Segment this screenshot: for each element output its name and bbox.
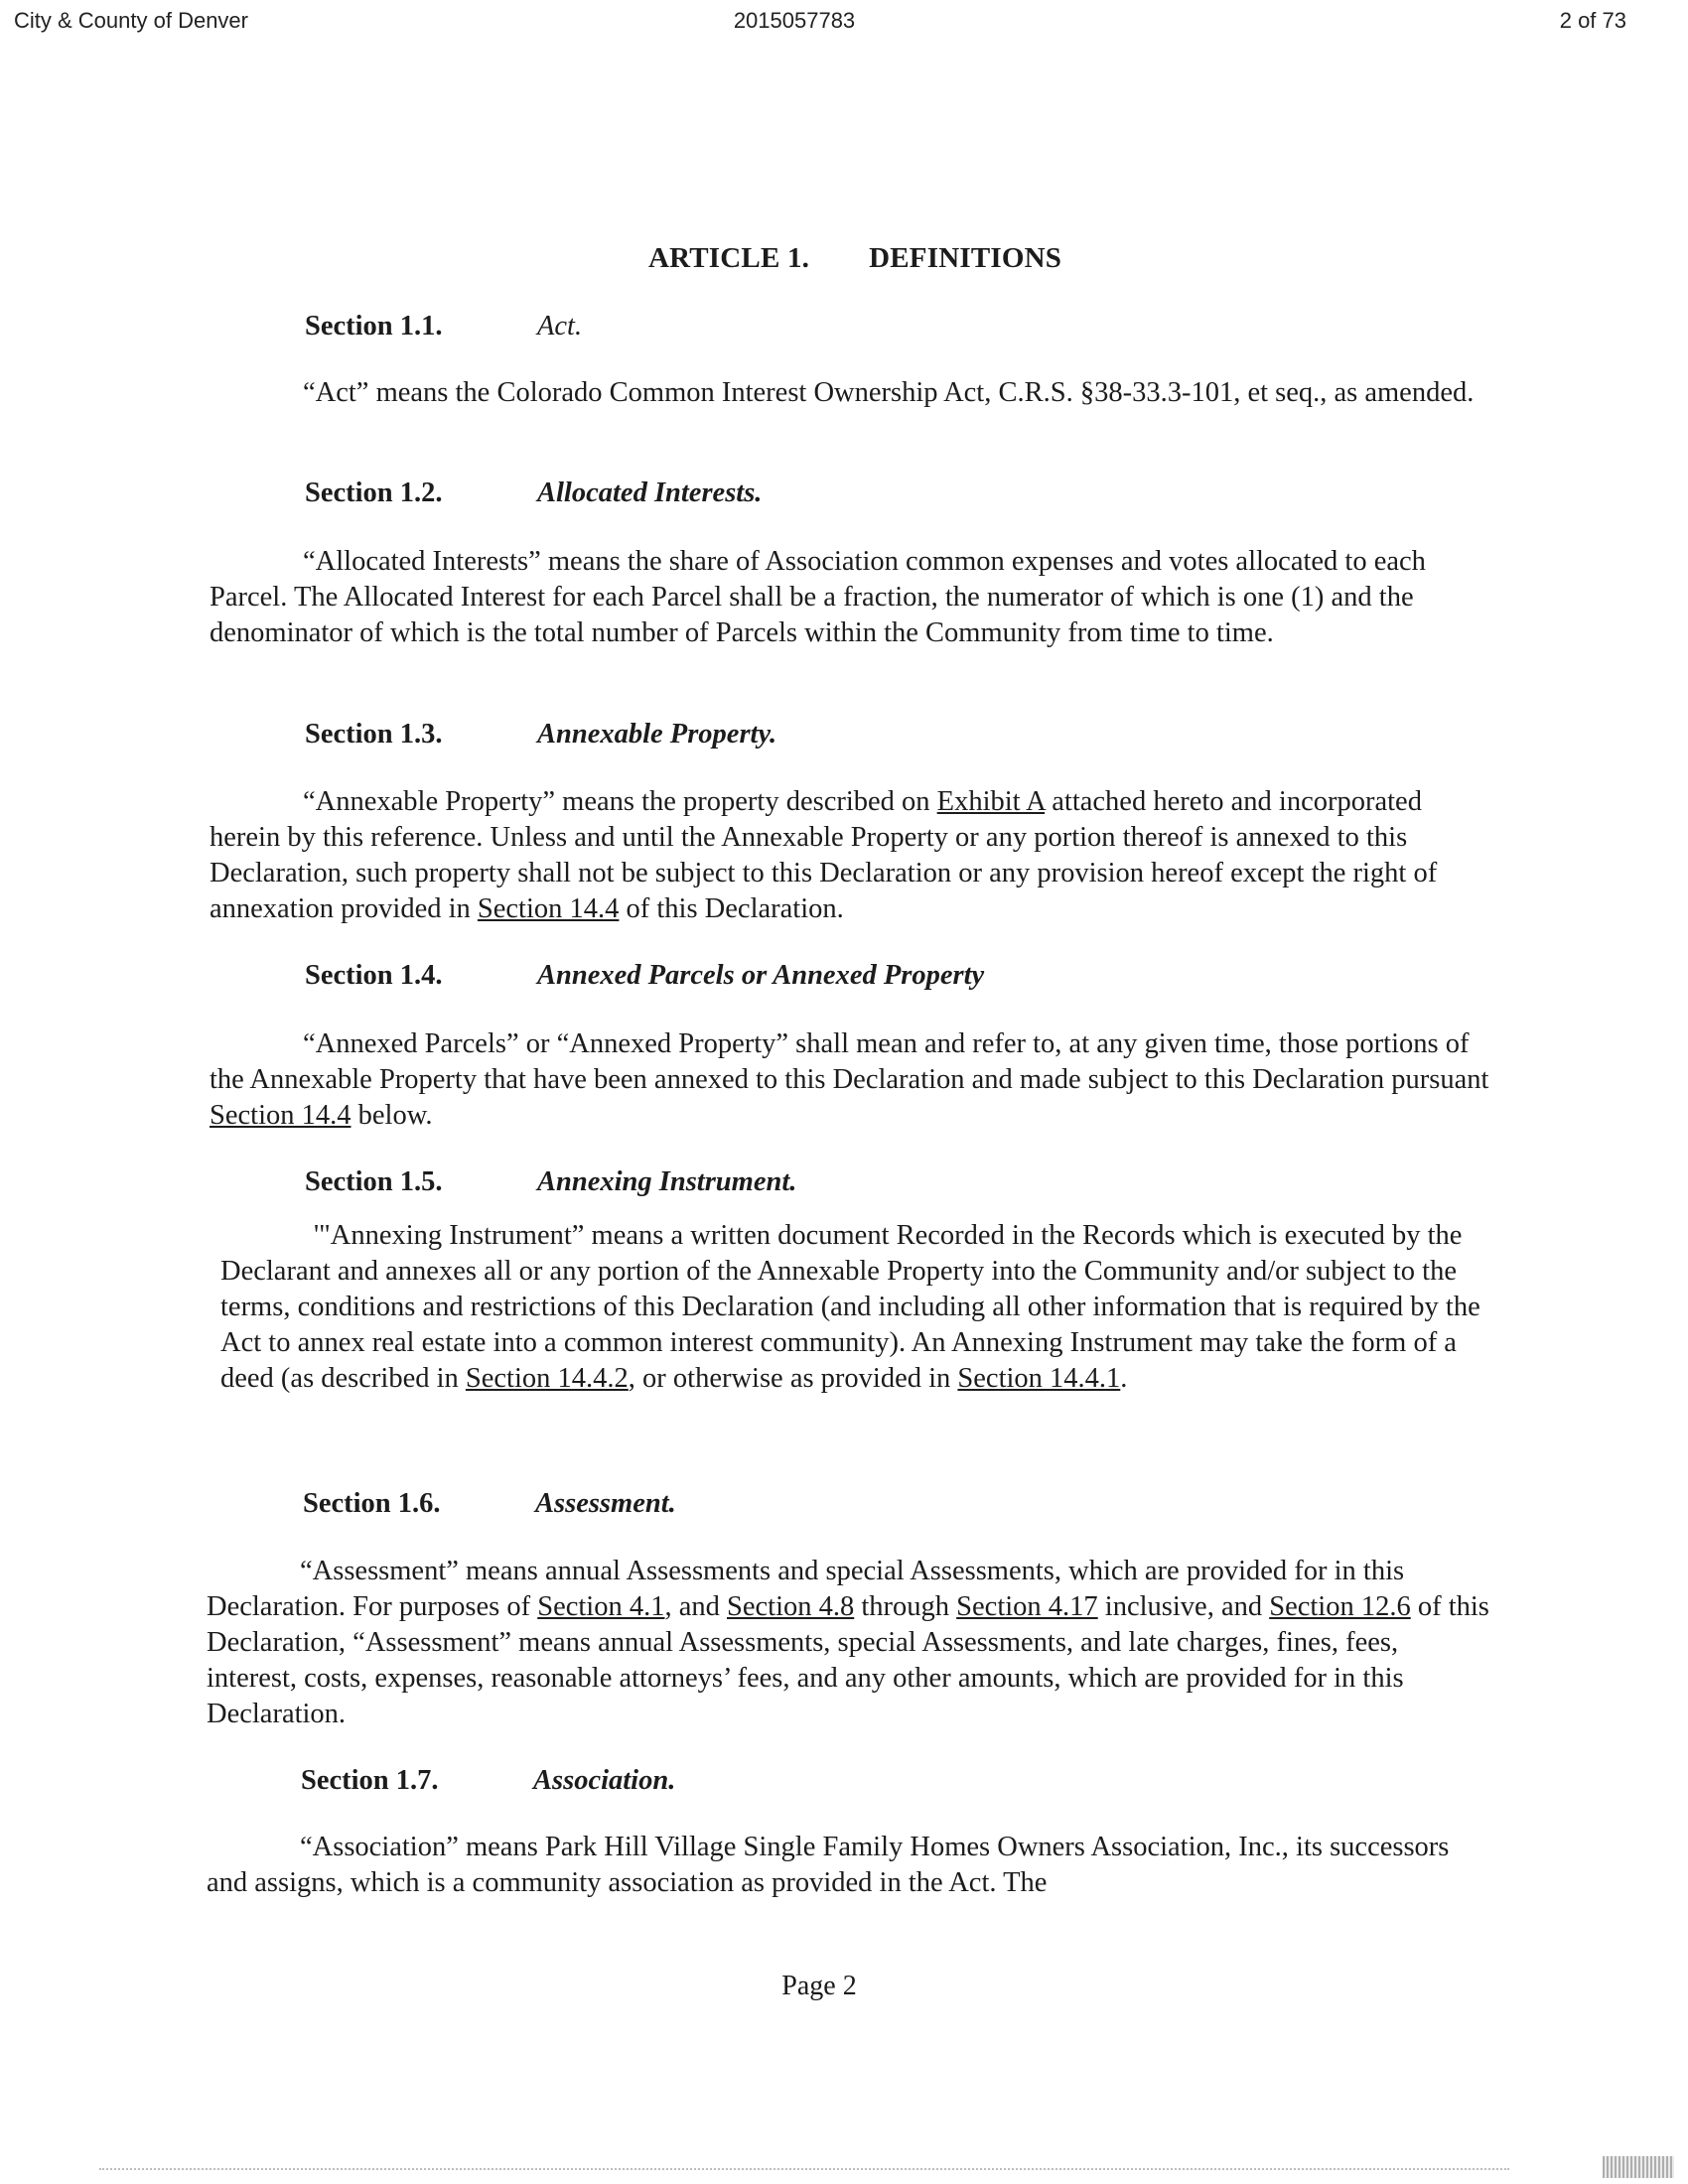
- text-run: , or otherwise as provided in: [628, 1363, 958, 1394]
- section-1-5-heading: [305, 1166, 796, 1198]
- section-14-4-2-reference: Section 14.4.2: [465, 1363, 629, 1394]
- section-1-3-text: [210, 784, 1490, 927]
- text-run: “Annexable Property” means the property described on: [303, 786, 937, 817]
- text-run: of this Declaration, “Assessment” means annual Assessments, special Assessments, and late charges, fines, fees, interest, costs, expenses, reasonable attorneys’ fees, and any other amounts, which are provided for in this Declaration.: [207, 1591, 1489, 1729]
- section-14-4-reference: Section 14.4: [210, 1100, 352, 1131]
- text-run: '"Annexing Instrument” means a written document Recorded in the Records which is executed by the Declarant and annexes all or any portion of the Annexable Property into the Community and/or subject to the terms, conditions and restrictions of this Declaration (and including all other information that is required by the Act to annex real estate into a common interest community). An Annexing Instrument may take the form of a deed (as described in: [220, 1220, 1480, 1394]
- section-14-4-1-reference: Section 14.4.1: [957, 1363, 1121, 1394]
- article-title: DEFINITIONS: [869, 242, 1062, 274]
- text-run: inclusive, and: [1097, 1591, 1270, 1622]
- section-1-5-text: [220, 1218, 1491, 1397]
- text-run: below.: [351, 1100, 433, 1131]
- section-1-6-text: [207, 1554, 1493, 1732]
- section-12-6-reference: Section 12.6: [1269, 1591, 1411, 1622]
- section-4-1-reference: Section 4.1: [537, 1591, 665, 1622]
- text-run: “Assessment” means annual Assessments and special Assessments, which are provided for in this Declaration. For purposes of: [207, 1556, 1405, 1622]
- section-4-17-reference: Section 4.17: [956, 1591, 1098, 1622]
- scan-barcode-mark: [1603, 2156, 1674, 2178]
- section-name: Allocated Interests.: [537, 478, 763, 508]
- section-1-4-text: [210, 1026, 1490, 1134]
- section-1-6-heading: [303, 1488, 676, 1520]
- section-number: Section 1.7.: [301, 1765, 439, 1796]
- section-1-2-text: “Allocated Interests” means the share of Association common expenses and votes allocated to each Parcel. The Allocated Interest for each Parcel shall be a fraction, the numerator of which is one (1) and the denominator of which is the total number of Parcels within the Community from time to time.: [210, 546, 1426, 648]
- header-county: City & County of Denver: [14, 8, 248, 33]
- section-number: Section 1.3.: [305, 719, 443, 750]
- section-name: Act.: [537, 311, 583, 341]
- text-run: of this Declaration.: [619, 893, 844, 924]
- header-page-count: 2 of 73: [1559, 8, 1626, 33]
- section-name: Assessment.: [535, 1488, 676, 1519]
- article-number: ARTICLE 1.: [648, 242, 810, 274]
- text-run: attached hereto and incorporated herein by this reference. Unless and until the Annexable Property or any portion thereof is annexed to this Declaration, such property shall not be subject to this Declaration or any provision hereof except the right of annexation provided in: [210, 786, 1438, 924]
- section-number: Section 1.6.: [303, 1488, 441, 1519]
- section-1-3-heading: [305, 719, 776, 751]
- section-name: Annexed Parcels or Annexed Property: [537, 960, 985, 991]
- section-1-1-text: “Act” means the Colorado Common Interest Ownership Act, C.R.S. §38-33.3-101, et seq., as amended.: [303, 377, 1475, 408]
- scan-artifact-line: [99, 2168, 1509, 2170]
- section-name: Annexable Property.: [537, 719, 777, 750]
- section-name: Annexing Instrument.: [537, 1166, 797, 1197]
- text-run: , and: [664, 1591, 727, 1622]
- section-number: Section 1.4.: [305, 960, 443, 991]
- section-number: Section 1.1.: [305, 311, 443, 341]
- article-heading: [648, 242, 1061, 275]
- section-14-4-reference: Section 14.4: [477, 893, 620, 924]
- text-run: .: [1120, 1363, 1128, 1394]
- header-reception-number: 2015057783: [733, 8, 856, 33]
- exhibit-a-link: Exhibit A: [936, 786, 1046, 817]
- section-1-7-heading: [301, 1765, 675, 1797]
- page-number: Page 2: [781, 1971, 857, 2001]
- section-name: Association.: [533, 1765, 676, 1796]
- section-number: Section 1.2.: [305, 478, 443, 508]
- section-4-8-reference: Section 4.8: [727, 1591, 855, 1622]
- section-1-4-heading: [305, 960, 984, 992]
- section-1-7-text: “Association” means Park Hill Village Single Family Homes Owners Association, Inc., its successors and assigns, which is a community association as provided in the Act. The: [207, 1832, 1450, 1898]
- section-1-1-heading: [305, 311, 582, 342]
- text-run: “Annexed Parcels” or “Annexed Property” shall mean and refer to, at any given time, those portions of the Annexable Property that have been annexed to this Declaration and made subject to this Declaration pursuant: [210, 1028, 1489, 1095]
- text-run: through: [854, 1591, 957, 1622]
- section-1-2-heading: [305, 478, 762, 509]
- section-number: Section 1.5.: [305, 1166, 443, 1197]
